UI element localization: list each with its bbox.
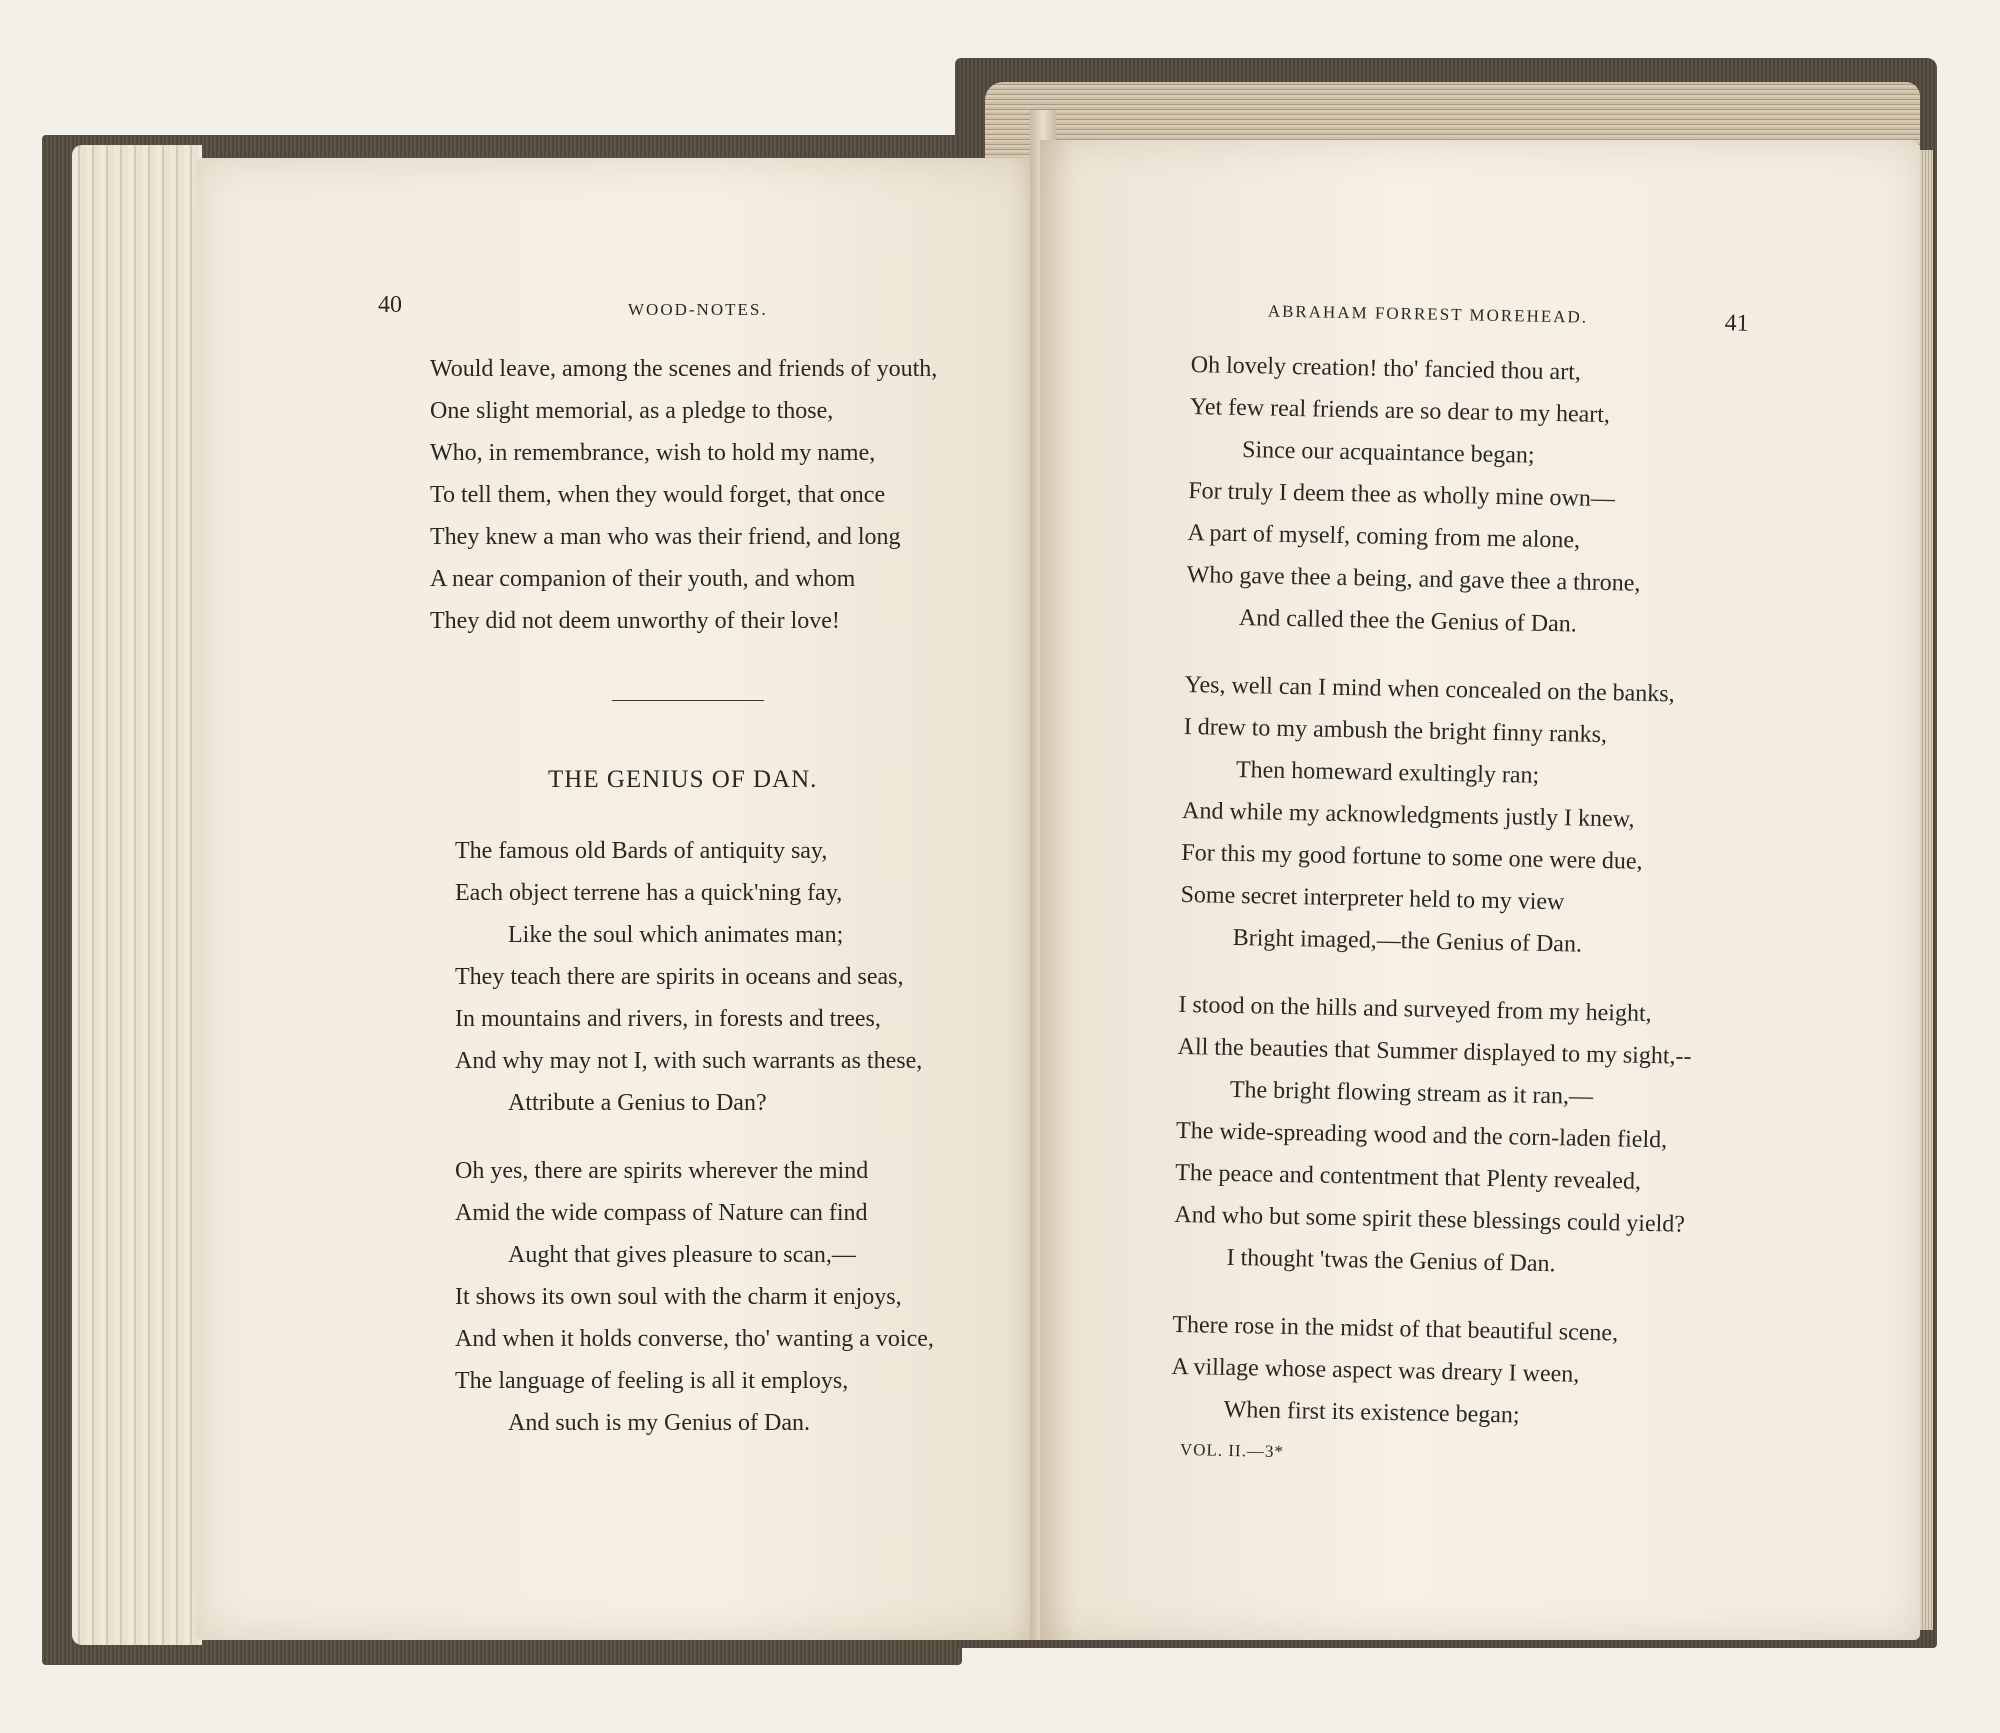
verse-line: A part of myself, coming from me alone, bbox=[1187, 519, 1581, 554]
verse-line: Attribute a Genius to Dan? bbox=[508, 1090, 767, 1116]
verse-line: And who but some spirit these blessings could yield? bbox=[1174, 1201, 1686, 1238]
verse-line: Yet few real friends are so dear to my heart, bbox=[1189, 394, 1611, 429]
verse-line: The peace and contentment that Plenty revealed, bbox=[1174, 1159, 1642, 1195]
verse-line: Oh yes, there are spirits wherever the mind bbox=[455, 1158, 869, 1184]
verse-line: Who gave thee a being, and gave thee a throne, bbox=[1186, 561, 1641, 597]
verse-line: Who, in remembrance, wish to hold my name, bbox=[430, 440, 876, 466]
verse-line: Yes, well can I mind when concealed on the banks, bbox=[1184, 671, 1675, 708]
verse-line: Each object terrene has a quick'ning fay, bbox=[455, 880, 843, 906]
verse-line: They knew a man who was their friend, and long bbox=[430, 524, 901, 550]
verse-line: Aught that gives pleasure to scan,— bbox=[508, 1242, 856, 1268]
verse-line: Then homeward exultingly ran; bbox=[1235, 756, 1540, 789]
verse-line: When first its existence began; bbox=[1223, 1396, 1520, 1429]
verse-line: Amid the wide compass of Nature can find bbox=[455, 1200, 868, 1226]
verse-line: And such is my Genius of Dan. bbox=[508, 1410, 810, 1436]
verse-line: They teach there are spirits in oceans and seas, bbox=[455, 964, 904, 990]
verse-line: The famous old Bards of antiquity say, bbox=[455, 838, 828, 864]
verse-line: The language of feeling is all it employs, bbox=[455, 1368, 849, 1394]
signature-mark: VOL. II.—3* bbox=[1179, 1440, 1285, 1462]
verse-line: And why may not I, with such warrants as these, bbox=[455, 1048, 923, 1074]
verse-line: Like the soul which animates man; bbox=[508, 922, 844, 948]
right-page-number: 41 bbox=[1724, 310, 1749, 337]
verse-line: I stood on the hills and surveyed from my height, bbox=[1178, 991, 1652, 1027]
verse-line: There rose in the midst of that beautiful scene, bbox=[1172, 1311, 1619, 1347]
right-running-head: ABRAHAM FORREST MOREHEAD. bbox=[1267, 301, 1589, 327]
verse-line: And when it holds converse, tho' wanting a voice, bbox=[455, 1326, 934, 1352]
verse-line: Since our acquaintance began; bbox=[1241, 437, 1535, 469]
verse-line: In mountains and rivers, in forests and trees, bbox=[455, 1006, 881, 1032]
verse-line: Bright imaged,—the Genius of Dan. bbox=[1232, 924, 1583, 958]
verse-line: The bright flowing stream as it ran,— bbox=[1229, 1076, 1594, 1110]
verse-line: And while my acknowledgments justly I knew, bbox=[1181, 797, 1635, 833]
verse-line: It shows its own soul with the charm it enjoys, bbox=[455, 1284, 902, 1310]
verse-line: The wide-spreading wood and the corn-laden field, bbox=[1175, 1117, 1668, 1154]
verse-line: They did not deem unworthy of their love! bbox=[430, 608, 840, 634]
verse-line: To tell them, when they would forget, that once bbox=[430, 482, 886, 508]
verse-line: Oh lovely creation! tho' fancied thou art, bbox=[1190, 352, 1582, 386]
verse-line: All the beauties that Summer displayed to my sight,-- bbox=[1177, 1033, 1692, 1070]
poem-title: THE GENIUS OF DAN. bbox=[548, 766, 818, 793]
verse-line: Would leave, among the scenes and friends of youth, bbox=[430, 356, 938, 382]
verse-line: And called thee the Genius of Dan. bbox=[1238, 604, 1577, 638]
verse-line: A village whose aspect was dreary I ween, bbox=[1171, 1353, 1580, 1388]
left-running-head: WOOD-NOTES. bbox=[628, 300, 768, 319]
verse-line: One slight memorial, as a pledge to those, bbox=[430, 398, 834, 424]
verse-line: I drew to my ambush the bright finny ranks, bbox=[1183, 713, 1608, 749]
verse-line: Some secret interpreter held to my view bbox=[1180, 881, 1565, 916]
verse-line: A near companion of their youth, and whom bbox=[430, 566, 856, 592]
verse-line: For truly I deem thee as wholly mine own— bbox=[1188, 478, 1616, 513]
left-page-number: 40 bbox=[378, 292, 402, 318]
verse-line: I thought 'twas the Genius of Dan. bbox=[1226, 1244, 1556, 1278]
verse-line: For this my good fortune to some one were due, bbox=[1181, 839, 1643, 875]
